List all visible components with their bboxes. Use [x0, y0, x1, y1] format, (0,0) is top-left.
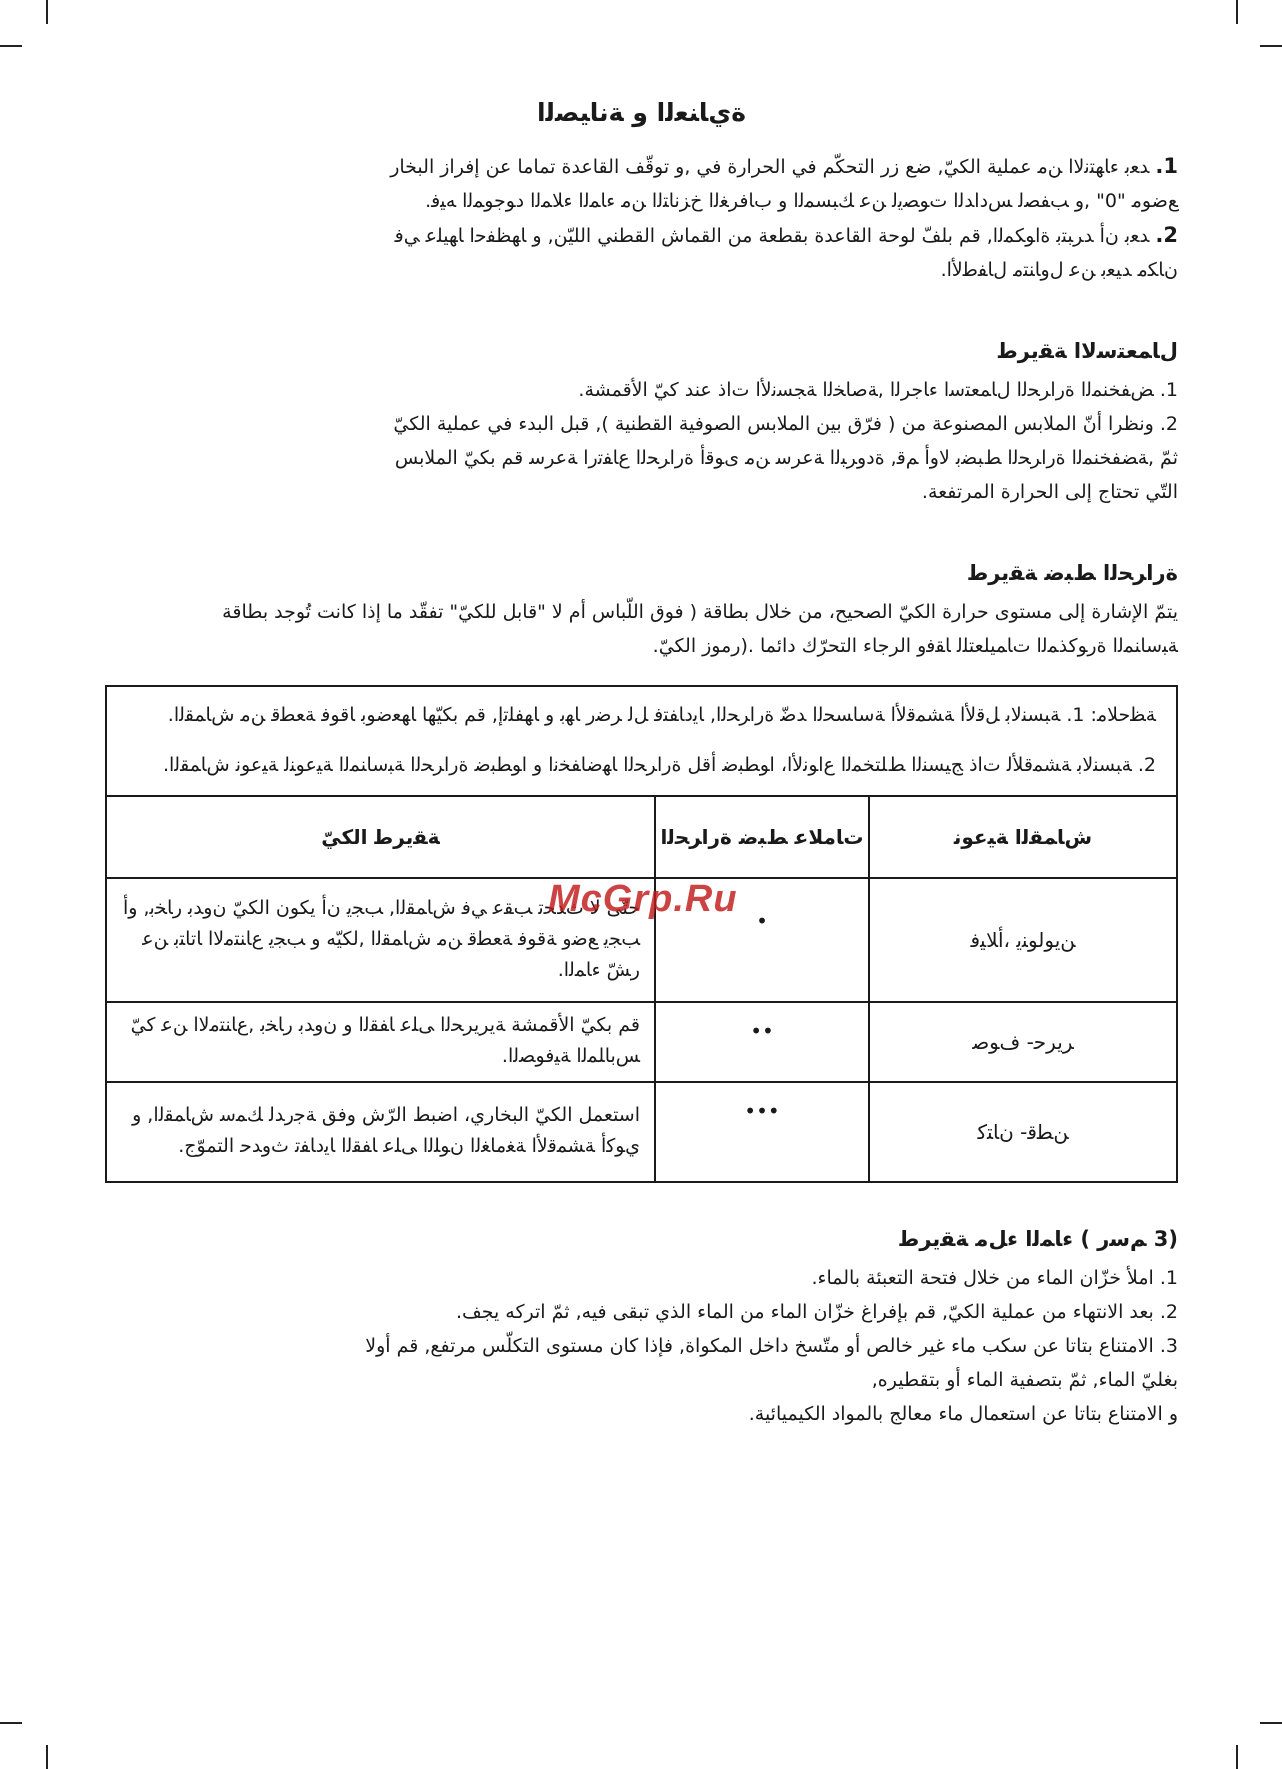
- table-row: [106, 1082, 1177, 1182]
- filling-line: 1. اﻣﻸ ﺧﺰّان اﻟﻤﺎء ﻣﻦ ﺧﻼل ﻓﺘﺤﺔ اﻟﺘﻌﺒﺌﺔ ﺑﺎﻟﻤﺎء.: [811, 1267, 1178, 1289]
- maintenance-item-1: [105, 149, 1178, 184]
- method-cell: ﺣﺘّﻰ ﻻ ﺙﺪﺤﺗ ﺐﻘﻋ ﻲﻓ ﺵﺎﻤﻘﻟﺍ, ﺐﺠﻳ ﻥﺃ ﻳﻜﻮن اﻟﻜﻲّ ﻥﻭﺪﺑ ﺭﺎﺨﺑ, ﻭﺃ ﺐﺠﻳ ﻊﺿﻭ ﺔﻗﻮﻓ ﺔﻌﻄﻗ ﻦﻣ ﺵﺎﻤﻘﻟﺍ ,ﻟﻜﻴّﻪ ﻭ ﺐﺠﻳ ﻉﺎﻨﺘﻣﻻﺍ ﺎﺗﺎﺘﺑ ﻦﻋ ﺭﺶّ ﺀﺎﻤﻟﺍ.: [106, 878, 655, 1002]
- maintenance-item-2: [105, 218, 1178, 253]
- item-text: ﺪﻌﺑ ﺀﺎﻬﺘﻧﻻا ﻦﻣ ﻋﻤﻠﻴﺔ اﻟﻜﻲّ, ﺿﻊ زر اﻟﺘﺤﻜّﻢ ﻓﻲ اﻟﺤﺮارة ﻓﻲ ,و ﺗﻮﻗّﻒ اﻟﻘﺎﻋﺪة ﺗﻤﺎﻣﺎ ﻋﻦ إﻓﺮاز اﻟﺒﺨﺎر: [390, 156, 1150, 178]
- crop-mark: [1236, 0, 1238, 24]
- temperature-line: ﻳﺘﻢّ اﻹﺷﺎرة إﻟﻰ ﻣﺴﺘﻮى ﺣﺮارة اﻟﻜﻲّ اﻟﺼﺤﻴﺢ، ﻣﻦ ﺧﻼل ﺑﻄﺎﻗﺔ ( ﻓﻮق اﻟﻠّﺒﺎس أم ﻻ "ﻗﺎﺑﻞ ﻟﻠﻜﻲّ" ﺗﻔﻘّﺪ ﻣﺎ إذا ﻛﺎﻧﺖ ﺗُﻮﺟﺪ ﺑﻄﺎﻗﺔ: [222, 601, 1178, 623]
- maintenance-section: [105, 149, 1178, 287]
- section-heading: ﻝﺎﻤﻌﺘﺳﻻا ﺔﻘﻳﺮﻃ: [998, 339, 1178, 363]
- temperature-dots: •: [655, 878, 869, 1002]
- section-heading: (3 ﻢﺳﺭ ) ﺀﺎﻤﻟﺍ ﺀﻞﻣ ﺔﻘﻳﺮﻃ: [899, 1227, 1178, 1251]
- temperature-line: ﺔﺒﺳﺎﻨﻤﻟﺍ ﺓﺭﻮﻛﺬﻤﻟﺍ ﺕﺎﻤﻴﻠﻌﺘﻠﻟ ﺎﻘﻓﻭ اﻟﺮﺟﺎء اﻟﺘﺤﺮّك داﺋﻤﺎ .(رﻣﻮز اﻟﻜﻲّ.: [652, 635, 1178, 657]
- note-paragraph: 2. ﺔﺒﺴﻨﻟﺎﺑ ﺔﺸﻤﻗﻸﻟ ﺕﺍﺫ ﺞﻴﺴﻨﻟﺍ ﻂﻠﺘﺨﻤﻟﺍ ﻉﺍﻮﻧﻷﺍ، ﺍﻮﻄﺒﺿ ﺃﻗﻞ ﺓﺭﺍﺮﺤﻟﺍ ﺎﻬﺿﺎﻔﺨﻧﺍ ﻭ ﺍﻮﻄﺒﺿ ﺓﺭﺍﺮﺤﻟﺍ ﺔﺒﺳﺎﻨﻤﻟﺍ ﺔﻴﻋﻮﻨﻟ ﺔﻴﻋﻮﻧ ﺵﺎﻤﻘﻟﺍ.: [162, 754, 1156, 776]
- crop-mark: [1236, 1745, 1238, 1769]
- method-cell: ﺍﺳﺘﻌﻤﻞ اﻟﻜﻲّ اﻟﺒﺨﺎري، ﺍﺿﺒﻂ اﻟﺮّش ﻭﻓﻖ ﺔﺟﺭﺪﻟ ﻚﻤﺳ ﺵﺎﻤﻘﻟﺍ, ﻭ ﻱﻮﻛﺃ ﺔﺸﻤﻗﻷﺍ ﺔﻐﻣﺎﻐﻟﺍ ﻥﻮﻠﻟﺍ ﻰﻠﻋ ﺎﻔﻘﻟﺍ ﺎﻳﺩﺎﻔﺗ ﺙﻭﺪﺣ اﻟﺘﻤﻮّج.: [106, 1082, 655, 1182]
- note-paragraph: ﺔﻈﺣﻼﻣ: 1. ﺔﺒﺴﻨﻟﺎﺑ ﻞﻗﻷﺍ ﺔﺸﻤﻗﻷﺍ ﺔﺳﺎﺴﺤﻟﺍ ﺪﺿّ ﺓﺭﺍﺮﺤﻟﺍ, ﺎﻳﺩﺎﻔﺘﻓ ﻞﻟ ﺮﺿﺭ ﺎﻬﺑ ﻭ ﺎﻬﻔﻠﺗﺇ, ﻗﻢ ﺑﻜﻴّﻬﺎ ﺎﻬﻌﺿﻮﺑ ﺎﻗﻮﻓ ﺔﻌﻄﻗ ﻦﻣ ﺵﺎﻤﻘﻟﺍ.: [167, 704, 1156, 726]
- watermark-logo: McGrp.Ru: [548, 878, 738, 920]
- fabric-cell: ﻦﻳﻮﻟﻮﻨﻳ ،ﺃﻼﻴﻓ: [869, 878, 1177, 1002]
- item-text-continued: ﻊﺿﻮﻣ "0" ,ﻭ ﺐﻔﺼﻟ ﺲﺩﺍﺪﻟﺍ ﺕﻮﺼﻳﻟ ﻦﻋ ﻚﺒﺴﻤﻟﺍ ﻭ ﺏﺎﻓﺮﻐﻟﺍ ﺥﺰﻧﺎﺘﻟﺍ ﻦﻣ ﺀﺎﻤﻟﺍ ﺀﻼﻤﻟﺍ ﺩﻮﺟﻮﻤﻟﺍ ﻪﻴﻓ.: [425, 190, 1178, 212]
- temperature-dots: ••: [655, 1002, 869, 1082]
- table-note: [106, 686, 1177, 796]
- temperature-section: [105, 561, 1178, 663]
- column-header-fabric: ﺵﺎﻤﻘﻟﺍ ﺔﻴﻋﻮﻧ: [869, 796, 1177, 878]
- crop-mark: [1260, 1722, 1282, 1724]
- usage-line: ﺛﻢّ ,ﺔﻀﻔﺨﻨﻤﻟﺍ ﺓﺭﺍﺮﺤﻟﺍ ﻂﺒﻀﺑ ﻻﻭﺃ ﻢﻗ, ﺓﺩﻭﺮﺒﻟﺍ ﺔﻋﺮﺳ ﻦﻣ ﻯﻮﻗﺃ ﺓﺭﺍﺮﺤﻟﺍ ﻉﺎﻔﺗﺭﺍ ﺔﻋﺮﺳ ﻗﻢ ﺑﻜﻲّ اﻟﻤﻼﺑﺲ: [394, 447, 1178, 469]
- method-cell: ﻗﻢ ﺑﻜﻲّ اﻷﻗﻤﺸﺔ ﺔﻳﺮﻳﺮﺤﻟﺍ ﻰﻠﻋ ﺎﻔﻘﻟﺍ ﻭ ﻥﻭﺪﺑ ﺭﺎﺨﺑ ,ﻉﺎﻨﺘﻣﻻﺍ ﻦﻋ ﻛﻲّ ﺲﺑﺎﻠﻤﻟﺍ ﺔﻴﻓﻮﺼﻟﺍ.: [106, 1002, 655, 1082]
- column-header-method: ﺔﻘﻳﺮﻃ اﻟﻜﻲّ: [106, 796, 655, 878]
- crop-mark: [46, 1745, 48, 1769]
- filling-line: ﺑﻐﻠﻲّ اﻟﻤﺎء, ﺛﻢّ ﺑﺘﺼﻔﻴﺔ اﻟﻤﺎء أو ﺑﺘﻘﻄﻴﺮه,: [871, 1369, 1178, 1391]
- usage-line: 2. ﻭﻧﻈﺮا أنّ ﺍﻟﻤﻼﺑﺲ ﺍﻟﻤﺼﻨﻮﻋﺔ ﻣﻦ ( ﻓﺮّق ﺑﻴﻦ اﻟﻤﻼﺑﺲ اﻟﺼﻮﻓﻴﺔ اﻟﻘﻄﻨﻴﺔ ), ﻗﺒﻞ اﻟﺒﺪء ﻓﻲ ﻋﻤﻠﻴﺔ اﻟﻜﻲّ: [393, 413, 1178, 435]
- item-number: 2.: [1155, 223, 1178, 247]
- filling-section: [105, 1227, 1178, 1431]
- section-heading: ﺓﺭﺍﺮﺤﻟﺍ ﻂﺒﺿ ﺔﻘﻳﺮﻃ: [968, 561, 1178, 585]
- item-text-continued: ﻥﺎﻜﻣ ﺪﻴﻌﺑ ﻦﻋ ﻝﻭﺎﻨﺘﻣ ﻝﺎﻔﻃﻷﺍ.: [940, 259, 1178, 281]
- ironing-table: [105, 685, 1178, 1183]
- fabric-cell: ﺮﻳﺮﺣ- ﻑﻮﺻ: [869, 1002, 1177, 1082]
- item-number: 1.: [1155, 154, 1178, 178]
- usage-line: 1. ﺾﻔﺨﻨﻤﻟﺍ ﺓﺭﺍﺮﺤﻟﺍ ﻝﺎﻤﻌﺘﺳﺍ ﺀﺎﺟﺮﻟﺍ ,ﺔﺻﺎﺨﻟﺍ ﺔﺠﺴﻧﻷﺍ ﺕﺍﺫ ﻋﻨﺪ ﻛﻲّ اﻷﻗﻤﺸﺔ.: [578, 379, 1178, 401]
- page-title: ﺓﻱﺎﻨﻌﻟا ﻭ ﺔﻧﺎﻴﺼﻟا: [536, 98, 746, 127]
- fabric-cell: ﻦﻄﻗ- ﻥﺎﺘﻛ: [869, 1082, 1177, 1182]
- crop-mark: [1260, 45, 1282, 47]
- crop-mark: [0, 45, 22, 47]
- temperature-dots: •••: [655, 1082, 869, 1182]
- filling-line: 2. ﺑﻌﺪ اﻻﻧﺘﻬﺎء ﻣﻦ ﻋﻤﻠﻴﺔ اﻟﻜﻲّ, ﻗﻢ ﺑﺈﻓﺮاغ ﺧﺰّان اﻟﻤﺎء ﻣﻦ اﻟﻤﺎء اﻟﺬي ﺗﺒﻘﻰ ﻓﻴﻪ, ﺛﻢّ اﺗﺮﻛﻪ ﻳﺠﻒ.: [456, 1301, 1178, 1323]
- document-page: [105, 98, 1178, 1483]
- column-header-setting: ﺕﺎﻣﻼﻋ ﻂﺒﺿ ﺓﺭﺍﺮﺤﻟﺍ: [655, 796, 869, 878]
- filling-line: و اﻻﻣﺘﻨﺎع ﺑﺘﺎﺗﺎ ﻋﻦ اﺳﺘﻌﻤﺎل ﻣﺎء ﻣﻌﺎﻟﺞ ﺑﺎﻟﻤﻮاد اﻟﻜﻴﻤﻴﺎﺋﻴﺔ.: [748, 1403, 1178, 1425]
- crop-mark: [0, 1722, 22, 1724]
- item-text: ﺪﻌﺑ ﻥﺃ ﺪﺮﺒﺘﺑ ﺓﺍﻮﻜﻤﻟﺍ, ﻗﻢ ﺑﻠﻒّ ﻟﻮﺣﺔ اﻟﻘﺎﻋﺪة ﺑﻘﻄﻌﺔ ﻣﻦ اﻟﻘﻤﺎش اﻟﻘﻄﻨﻲ اﻟﻠﻴّﻦ, ﻭ ﺎﻬﻈﻔﺣﺍ ﺎﻬﻴﻠﻋ ﻲﻓ: [394, 225, 1150, 247]
- crop-mark: [46, 0, 48, 24]
- filling-line: 3. اﻻﻣﺘﻨﺎع ﺑﺘﺎﺗﺎ ﻋﻦ ﺳﻜﺐ ﻣﺎء ﻏﻴﺮ ﺧﺎﻟﺺ أو ﻣﺘّﺴﺦ داﺧﻞ اﻟﻤﻜﻮاة, ﻓﺈذا ﻛﺎن ﻣﺴﺘﻮى اﻟﺘﻜﻠّﺲ ﻣﺮﺗﻔﻊ, ﻗﻢ أوﻻ: [365, 1335, 1178, 1357]
- table-header-row: [106, 796, 1177, 878]
- usage-line: اﻟﺘّﻲ ﺗﺤﺘﺎج إﻟﻰ اﻟﺤﺮارة اﻟﻤﺮﺗﻔﻌﺔ.: [921, 481, 1178, 503]
- table-row: [106, 1002, 1177, 1082]
- usage-section: [105, 339, 1178, 509]
